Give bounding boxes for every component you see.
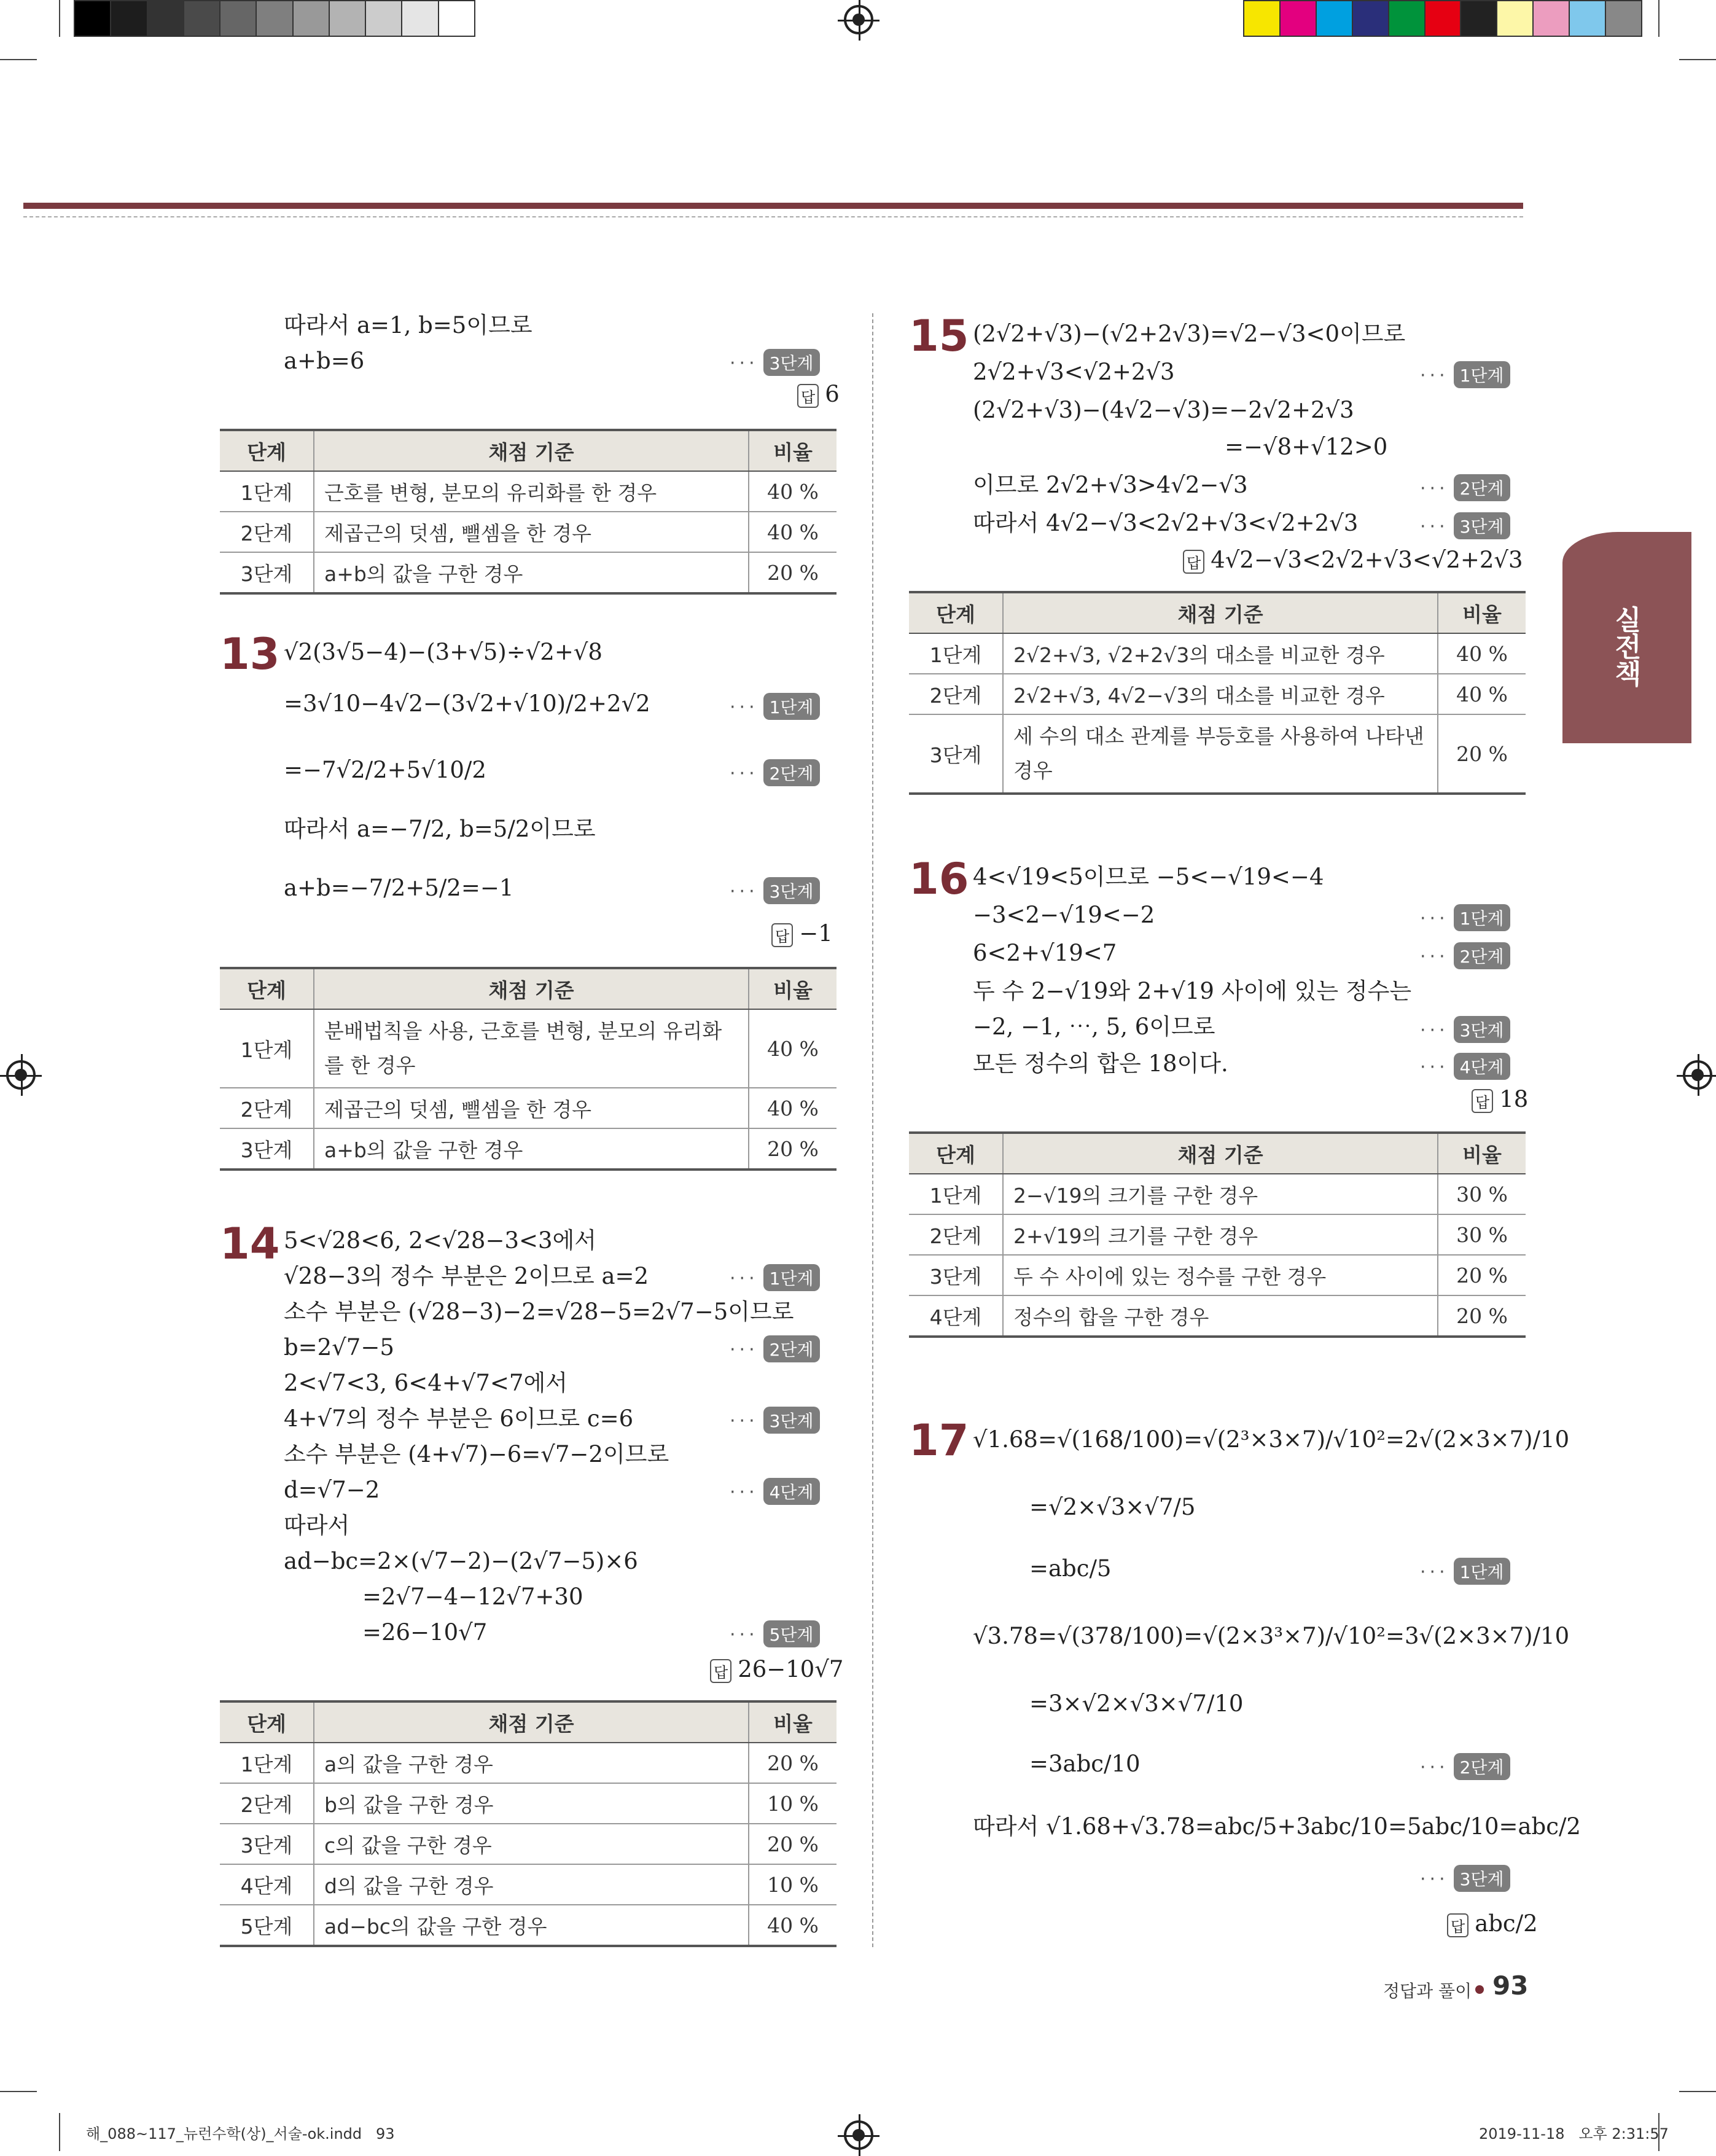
p17-line4: √3.78=√(378/100)=√(2×3³×7)/√10²=3√(2×3×7)/10 [973, 1623, 1570, 1649]
p15-line1: (2√2+√3)−(√2+2√3)=√2−√3<0이므로 [973, 321, 1406, 347]
p13-answer: 답 −1 [771, 920, 833, 947]
p16-step1: ··· 1단계 [1420, 904, 1510, 931]
page-number: 93 [1492, 1970, 1529, 2001]
p14-line7: 소수 부분은 (4+√7)−6=√7−2이므로 [284, 1441, 669, 1467]
p15-step3: ··· 3단계 [1420, 512, 1510, 539]
p14-step3: ··· 3단계 [730, 1407, 820, 1434]
p15-answer: 답 4√2−√3<2√2+√3<√2+2√3 [1183, 547, 1523, 574]
p14-line10: ad−bc=2×(√7−2)−(2√7−5)×6 [284, 1548, 638, 1574]
crop-mark [0, 2091, 37, 2092]
file-name: 해_088~117_뉴런수학(상)_서술-ok.indd 93 [86, 2125, 395, 2142]
grayscale-bar [74, 0, 475, 37]
p15-line2: 2√2+√3<√2+2√3 [973, 359, 1175, 385]
crop-mark [1679, 2091, 1716, 2092]
p15-line4: =−√8+√12>0 [1225, 434, 1388, 460]
color-bar [1243, 0, 1642, 37]
p14-line3: 소수 부분은 (√28−3)−2=√28−5=2√7−5이므로 [284, 1299, 794, 1325]
footer-section-label: 정답과 풀이 [1383, 1981, 1472, 2001]
registration-mark-left [6, 1060, 36, 1090]
p15-line3: (2√2+√3)−(4√2−√3)=−2√2+2√3 [973, 397, 1354, 423]
p12-answer: 답 6 [797, 381, 840, 408]
p14-line2: √28−3의 정수 부분은 2이므로 a=2 [284, 1263, 649, 1289]
p12-line2: a+b=6 [284, 348, 365, 374]
p17-line2: =√2×√3×√7/5 [1029, 1494, 1196, 1520]
p16-line2: −3<2−√19<−2 [973, 902, 1155, 928]
p16-answer: 답 18 [1472, 1086, 1528, 1113]
crop-mark [0, 59, 37, 60]
p16-line1: 4<√19<5이므로 −5<−√19<−4 [973, 864, 1324, 890]
p15-line6: 따라서 4√2−√3<2√2+√3<√2+2√3 [973, 510, 1359, 536]
p16-line5: −2, −1, ⋯, 5, 6이므로 [973, 1014, 1215, 1040]
p14-answer: 답 26−10√7 [710, 1656, 843, 1683]
p16-step2: ··· 2단계 [1420, 942, 1510, 969]
crop-mark [1679, 59, 1716, 60]
crop-mark [59, 0, 60, 37]
p16-number: 16 [909, 854, 969, 904]
p13-grading-table: 단계 채점 기준 비율 1단계 분배법칙을 사용, 근호를 변형, 분모의 유리화를 한 경우 40 % 2단계 제곱근의 덧셈, 뺄셈을 한 경우 40 % 3단계 a+b의 값을 구한 경우 20 % [220, 967, 837, 1171]
p15-number: 15 [909, 311, 969, 361]
p14-line12: =26−10√7 [362, 1619, 488, 1646]
p14-step5: ··· 5단계 [730, 1620, 820, 1647]
p14-line4: b=2√7−5 [284, 1334, 394, 1361]
p17-step3: ··· 3단계 [1420, 1865, 1510, 1892]
p12-line1: 따라서 a=1, b=5이므로 [284, 312, 532, 338]
p17-step2: ··· 2단계 [1420, 1753, 1510, 1780]
registration-mark-right [1683, 1060, 1712, 1090]
p13-line2: =3√10−4√2−(3√2+√10)/2+2√2 [284, 690, 650, 717]
p14-line1: 5<√28<6, 2<√28−3<3에서 [284, 1227, 597, 1254]
p17-step1: ··· 1단계 [1420, 1558, 1510, 1585]
p13-line3: =−7√2/2+5√10/2 [284, 757, 486, 783]
p14-step4: ··· 4단계 [730, 1478, 820, 1505]
p16-step3: ··· 3단계 [1420, 1016, 1510, 1043]
p15-step2: ··· 2단계 [1420, 474, 1510, 501]
p17-number: 17 [909, 1415, 969, 1466]
print-date: 2019-11-18 오후 2:31:57 [1479, 2125, 1669, 2142]
p16-line6: 모든 정수의 합은 18이다. [973, 1050, 1228, 1077]
footer-bullet [1475, 1985, 1484, 1994]
crop-mark [1658, 0, 1659, 37]
p16-line3: 6<2+√19<7 [973, 940, 1117, 966]
header-dashed-rule [23, 216, 1523, 217]
p14-line6: 4+√7의 정수 부분은 6이므로 c=6 [284, 1405, 634, 1432]
column-divider [872, 313, 873, 1947]
p14-grading-table: 단계 채점 기준 비율 1단계 a의 값을 구한 경우 20 % 2단계 b의 값을 구한 경우 10 % 3단계 c의 값을 구한 경우 20 % 4단계 d의 값을 구한 경우 10 % 5단계 ad−bc의 값을 구한 경우 40 % [220, 1700, 837, 1947]
p13-step3: ··· 3단계 [730, 877, 820, 904]
p13-line5: a+b=−7/2+5/2=−1 [284, 875, 514, 901]
p13-number: 13 [220, 629, 280, 679]
p17-line3: =abc/5 [1029, 1555, 1112, 1582]
p17-line6: =3abc/10 [1029, 1751, 1141, 1777]
registration-mark-top [844, 5, 873, 34]
p14-line5: 2<√7<3, 6<4+√7<7에서 [284, 1370, 567, 1396]
p15-grading-table: 단계 채점 기준 비율 1단계 2√2+√3, √2+2√3의 대소를 비교한 경우 40 % 2단계 2√2+√3, 4√2−√3의 대소를 비교한 경우 40 % 3단계 세 수의 대소 관계를 부등호를 사용하여 나타낸 경우 20 % [909, 591, 1526, 795]
p15-line5: 이므로 2√2+√3>4√2−√3 [973, 472, 1248, 498]
p14-line11: =2√7−4−12√7+30 [362, 1584, 583, 1610]
p12-grading-table: 단계 채점 기준 비율 1단계 근호를 변형, 분모의 유리화를 한 경우 40 % 2단계 제곱근의 덧셈, 뺄셈을 한 경우 40 % 3단계 a+b의 값을 구한 경우 20 % [220, 429, 837, 595]
p16-grading-table: 단계 채점 기준 비율 1단계 2−√19의 크기를 구한 경우 30 % 2단계 2+√19의 크기를 구한 경우 30 % 3단계 두 수 사이에 있는 정수를 구한 경우 20 % 4단계 정수의 합을 구한 경우 20 % [909, 1131, 1526, 1338]
side-tab: 실전책 [1562, 532, 1691, 743]
p17-line7: 따라서 √1.68+√3.78=abc/5+3abc/10=5abc/10=abc/2 [973, 1813, 1581, 1840]
p16-step4: ··· 4단계 [1420, 1053, 1510, 1080]
p13-line1: √2(3√5−4)−(3+√5)÷√2+√8 [284, 639, 603, 665]
p14-step2: ··· 2단계 [730, 1335, 820, 1362]
p15-step1: ··· 1단계 [1420, 361, 1510, 388]
p14-line9: 따라서 [284, 1512, 350, 1539]
p13-line4: 따라서 a=−7/2, b=5/2이므로 [284, 816, 596, 842]
header-rule [23, 203, 1523, 209]
p13-step1: ··· 1단계 [730, 693, 820, 720]
p16-line4: 두 수 2−√19와 2+√19 사이에 있는 정수는 [973, 978, 1412, 1004]
p14-number: 14 [220, 1219, 280, 1269]
p17-line5: =3×√2×√3×√7/10 [1029, 1690, 1244, 1717]
p17-answer: 답 abc/2 [1447, 1910, 1538, 1937]
registration-mark-bottom [844, 2120, 873, 2150]
p12-step3: ··· 3단계 [730, 349, 820, 376]
p17-line1: √1.68=√(168/100)=√(2³×3×7)/√10²=2√(2×3×7)/10 [973, 1426, 1570, 1453]
p14-step1: ··· 1단계 [730, 1264, 820, 1291]
p13-step2: ··· 2단계 [730, 759, 820, 786]
crop-mark [59, 2113, 60, 2151]
p14-line8: d=√7−2 [284, 1477, 380, 1503]
